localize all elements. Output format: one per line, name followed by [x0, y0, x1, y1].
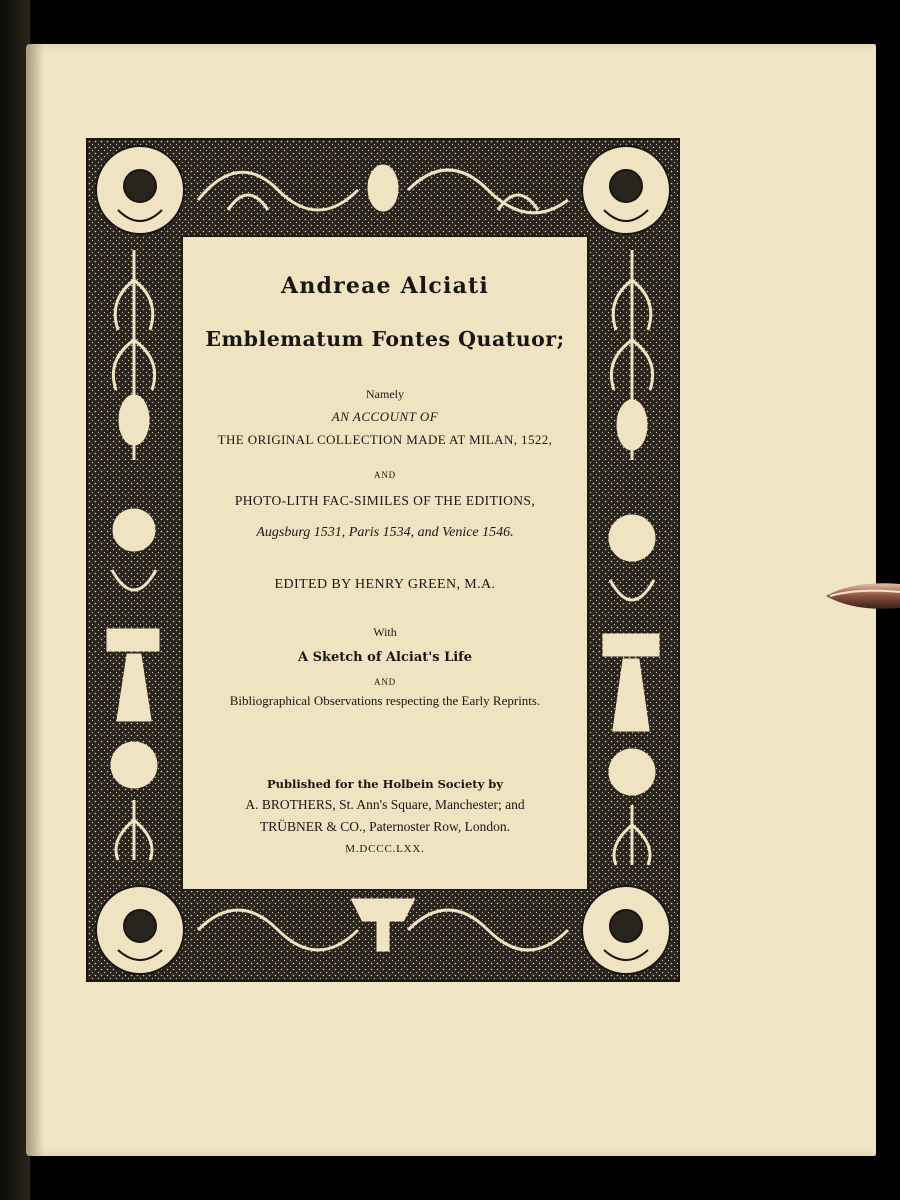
corner-medallion-bottom-right: [582, 886, 670, 974]
title-line-1: Andreae Alciati: [281, 273, 489, 299]
text-namely: Namely: [366, 387, 404, 401]
corner-medallion-top-right: [582, 146, 670, 234]
text-collection: THE ORIGINAL COLLECTION MADE AT MILAN, 1522,: [217, 432, 553, 447]
text-bibliographical: Bibliographical Observations respecting the Early Reprints.: [229, 693, 541, 708]
text-sketch: A Sketch of Alciat's Life: [297, 650, 473, 665]
text-and-1: AND: [374, 470, 396, 480]
ornamental-border: [86, 138, 680, 982]
corner-medallion-bottom-left: [96, 886, 184, 974]
title-line-2: Emblematum Fontes Quatuor;: [205, 327, 565, 351]
text-and-2: AND: [374, 677, 396, 687]
text-edited-by: EDITED BY HENRY GREEN, M.A.: [274, 577, 496, 592]
text-with: With: [373, 625, 397, 639]
text-date: M.DCCC.LXX.: [345, 843, 425, 855]
page-gutter-shadow: [26, 44, 44, 1156]
text-photo-lith: PHOTO-LITH FAC-SIMILES OF THE EDITIONS,: [234, 493, 536, 508]
text-published-for: Published for the Holbein Society by: [266, 777, 504, 791]
corner-medallion-top-left: [96, 146, 184, 234]
text-brothers: A. BROTHERS, St. Ann's Square, Manchester; and: [245, 797, 525, 812]
title-panel: [181, 235, 589, 891]
text-trubner: TRÜBNER & CO., Paternoster Row, London.: [260, 819, 510, 834]
text-editions: Augsburg 1531, Paris 1534, and Venice 1546.: [256, 525, 514, 540]
bookmark-tab: [824, 578, 900, 614]
text-account: AN ACCOUNT OF: [331, 409, 439, 424]
